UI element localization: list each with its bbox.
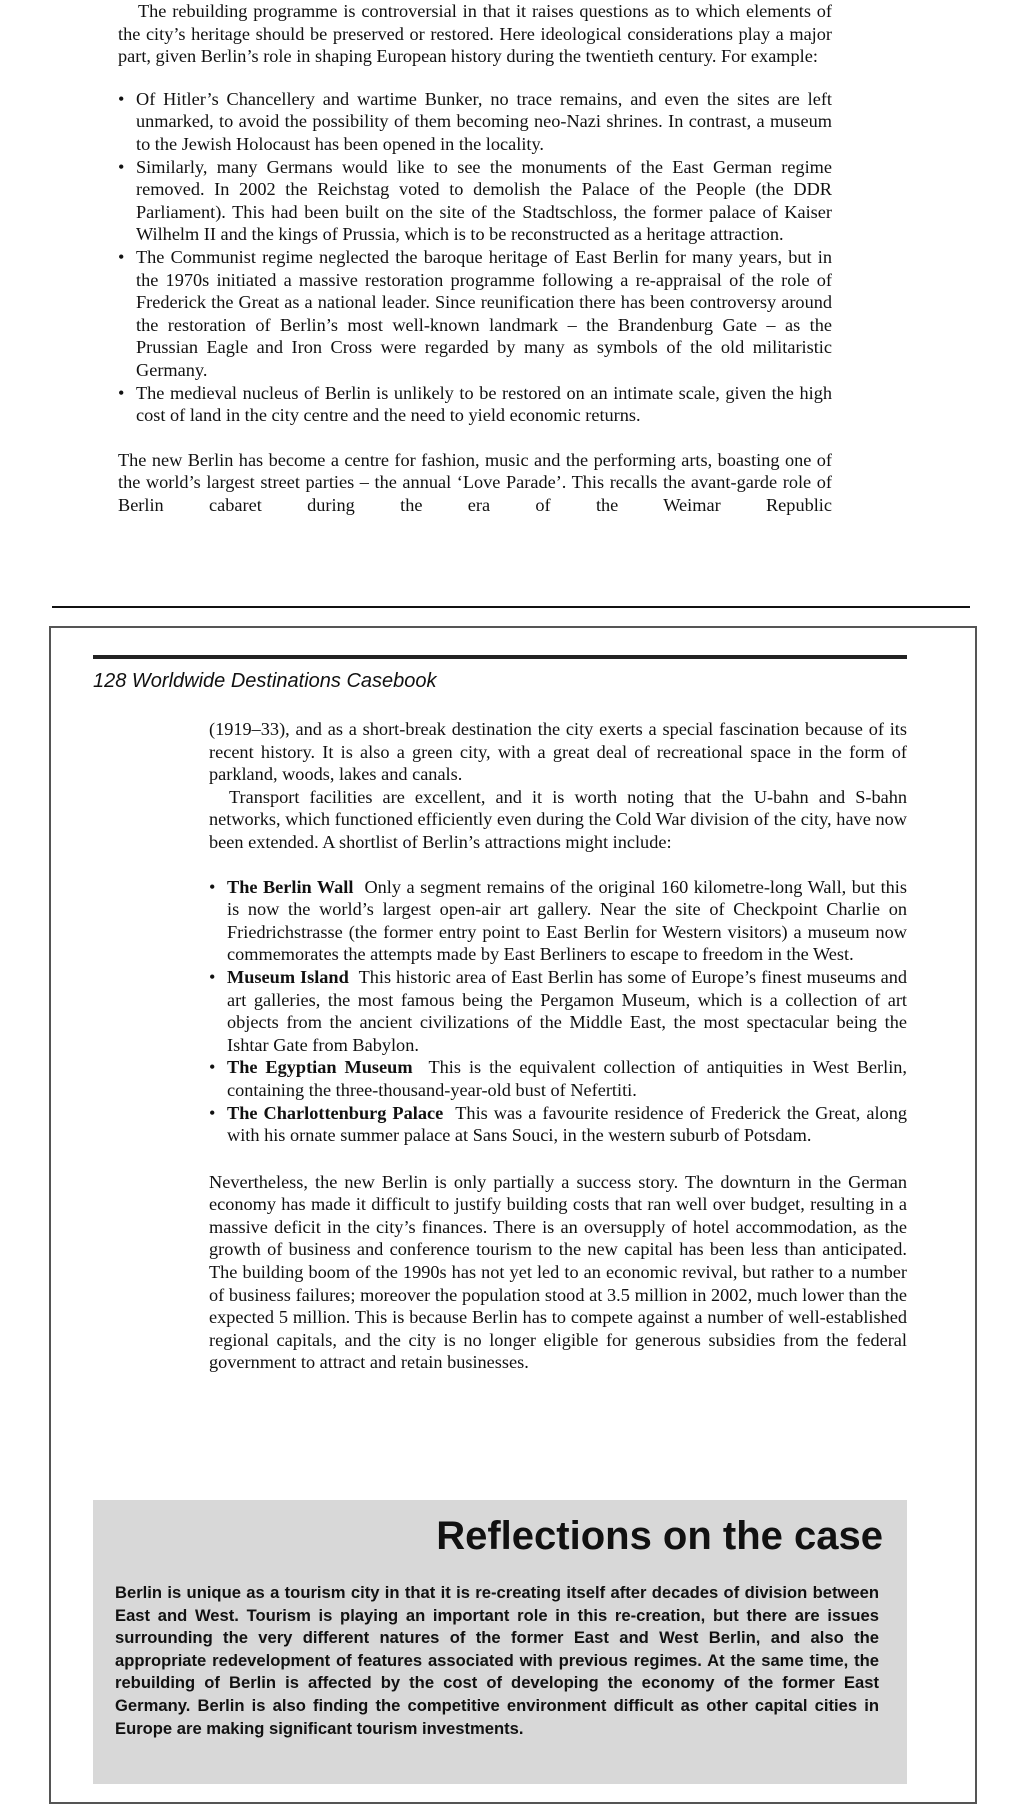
attraction-name: The Egyptian Museum — [227, 1057, 413, 1078]
reflections-title: Reflections on the case — [436, 1514, 883, 1558]
attraction-description: This historic area of East Berlin has some of Europe’s finest museums and art galleries, the most famous being the Pergamon Museum, which is a collection of art objects from the ancient civilizations of the Middle East, the most spectacular being the Ishtar Gate from Babylon. — [227, 966, 907, 1055]
economy-paragraph: Nevertheless, the new Berlin is only partially a success story. The downturn in the German economy has made it difficult to justify building costs that ran well over budget, resulting in a massive deficit in the city’s finances. There is an oversupply of hotel accommodation, as the growth of business and conference tourism to the new capital has been less than anticipated. The building boom of the 1990s has not yet led to an economic revival, but rather to a number of business failures; moreover the population stood at 3.5 million in 2002, much lower than the expected 5 million. This is because Berlin has to compete against a number of well-established regional capitals, and the city is no longer eligible for generous subsidies from the federal government to attract and retain businesses. — [209, 1171, 907, 1373]
attraction-description: This was a favourite residence of Frederick the Great, along with his ornate summer palace at Sans Souci, in the western suburb of Potsdam. — [227, 1102, 908, 1146]
page-divider — [52, 606, 970, 608]
attraction-name: The Berlin Wall — [227, 876, 354, 897]
bullet-chancellery: • Of Hitler’s Chancellery and wartime Bunker, no trace remains, and even the sites are left unmarked, to avoid the possibility of them becoming neo-Nazi shrines. In contrast, a museum to the Jewish Holocaust has been opened in the locality. — [118, 88, 832, 156]
attraction-egyptian-museum — [209, 1056, 907, 1101]
attraction-berlin-wall — [209, 876, 907, 966]
running-head-rule — [93, 655, 907, 659]
bullet-baroque-heritage: • The Communist regime neglected the baroque heritage of East Berlin for many years, but in the 1970s initiated a massive restoration programme following a re-appraisal of the role of Frederick the Great as a national leader. Since reunification there has been controversy around the restoration of Berlin’s most well-known landmark – the Brandenburg Gate – as the Prussian Eagle and Iron Cross were regarded by many as symbols of the old militaristic Germany. — [118, 246, 832, 382]
continuation-paragraph: (1919–33), and as a short-break destination the city exerts a special fascination because of its recent history. It is also a green city, with a great deal of recreational space in the form of parkland, woods, lakes and canals. — [209, 719, 907, 785]
attraction-name: Museum Island — [227, 966, 349, 987]
reflections-text: Berlin is unique as a tourism city in that it is re-creating itself after decades of division between East and West. Tourism is playing an important role in this re-creation, but there are issues surrounding the very different natures of the former East and West Berlin, and also the appropriate redevelopment of features associated with previous regimes. At the same time, the rebuilding of Berlin is affected by the cost of developing the economy of the former East Germany. Berlin is also finding the competitive environment difficult as other capital cities in Europe are making significant tourism investments. — [115, 1583, 879, 1738]
bullet-medieval-nucleus: • The medieval nucleus of Berlin is unlikely to be restored on an intimate scale, given the high cost of land in the city centre and the need to yield economic returns. — [118, 382, 832, 427]
bullet-east-german-monuments: • Similarly, many Germans would like to see the monuments of the East German regime removed. In 2002 the Reichstag voted to demolish the Palace of the People (the DDR Parliament). This had been built on the site of the Stadtschloss, the former palace of Kaiser Wilhelm II and the kings of Prussia, which is to be reconstructed as a heritage attraction. — [118, 156, 832, 246]
page-128 — [49, 626, 977, 1804]
transport-paragraph: Transport facilities are excellent, and it is worth noting that the U-bahn and S-bahn networks, which functioned efficiently even during the Cold War division of the city, have now been extended. A shortlist of Berlin’s attractions might include: — [209, 786, 907, 852]
attraction-name: The Charlottenburg Palace — [227, 1102, 444, 1123]
attraction-museum-island — [209, 966, 907, 1056]
attractions-list — [209, 876, 907, 1147]
reflections-box — [93, 1500, 907, 1784]
top-page-fragment — [118, 0, 832, 516]
heritage-bullet-list — [118, 88, 832, 427]
intro-paragraph: The rebuilding programme is controversial in that it raises questions as to which elements of the city’s heritage should be preserved or restored. Here ideological considerations play a major part, given Berlin’s role in shaping European history during the twentieth century. For example: — [118, 1, 832, 67]
page-body — [209, 718, 907, 1374]
attraction-description: Only a segment remains of the original 160 kilometre-long Wall, but this is now the world’s largest open-air art gallery. Near the site of Checkpoint Charlie on Friedrichstrasse (the former entry point to East Berlin for Western visitors) a museum now commemorates the attempts made by East Berliners to escape to freedom in the West. — [227, 876, 907, 965]
running-head: 128 Worldwide Destinations Casebook — [93, 670, 437, 692]
attraction-charlottenburg-palace — [209, 1102, 907, 1147]
closing-paragraph: The new Berlin has become a centre for fashion, music and the performing arts, boasting one of the world’s largest street parties – the annual ‘Love Parade’. This recalls the avant-garde role of Berlin cabaret during the era of the Weimar Republic — [118, 449, 832, 515]
attraction-description: This is the equivalent collection of antiquities in West Berlin, containing the three-thousand-year-old bust of Nefertiti. — [227, 1057, 908, 1100]
